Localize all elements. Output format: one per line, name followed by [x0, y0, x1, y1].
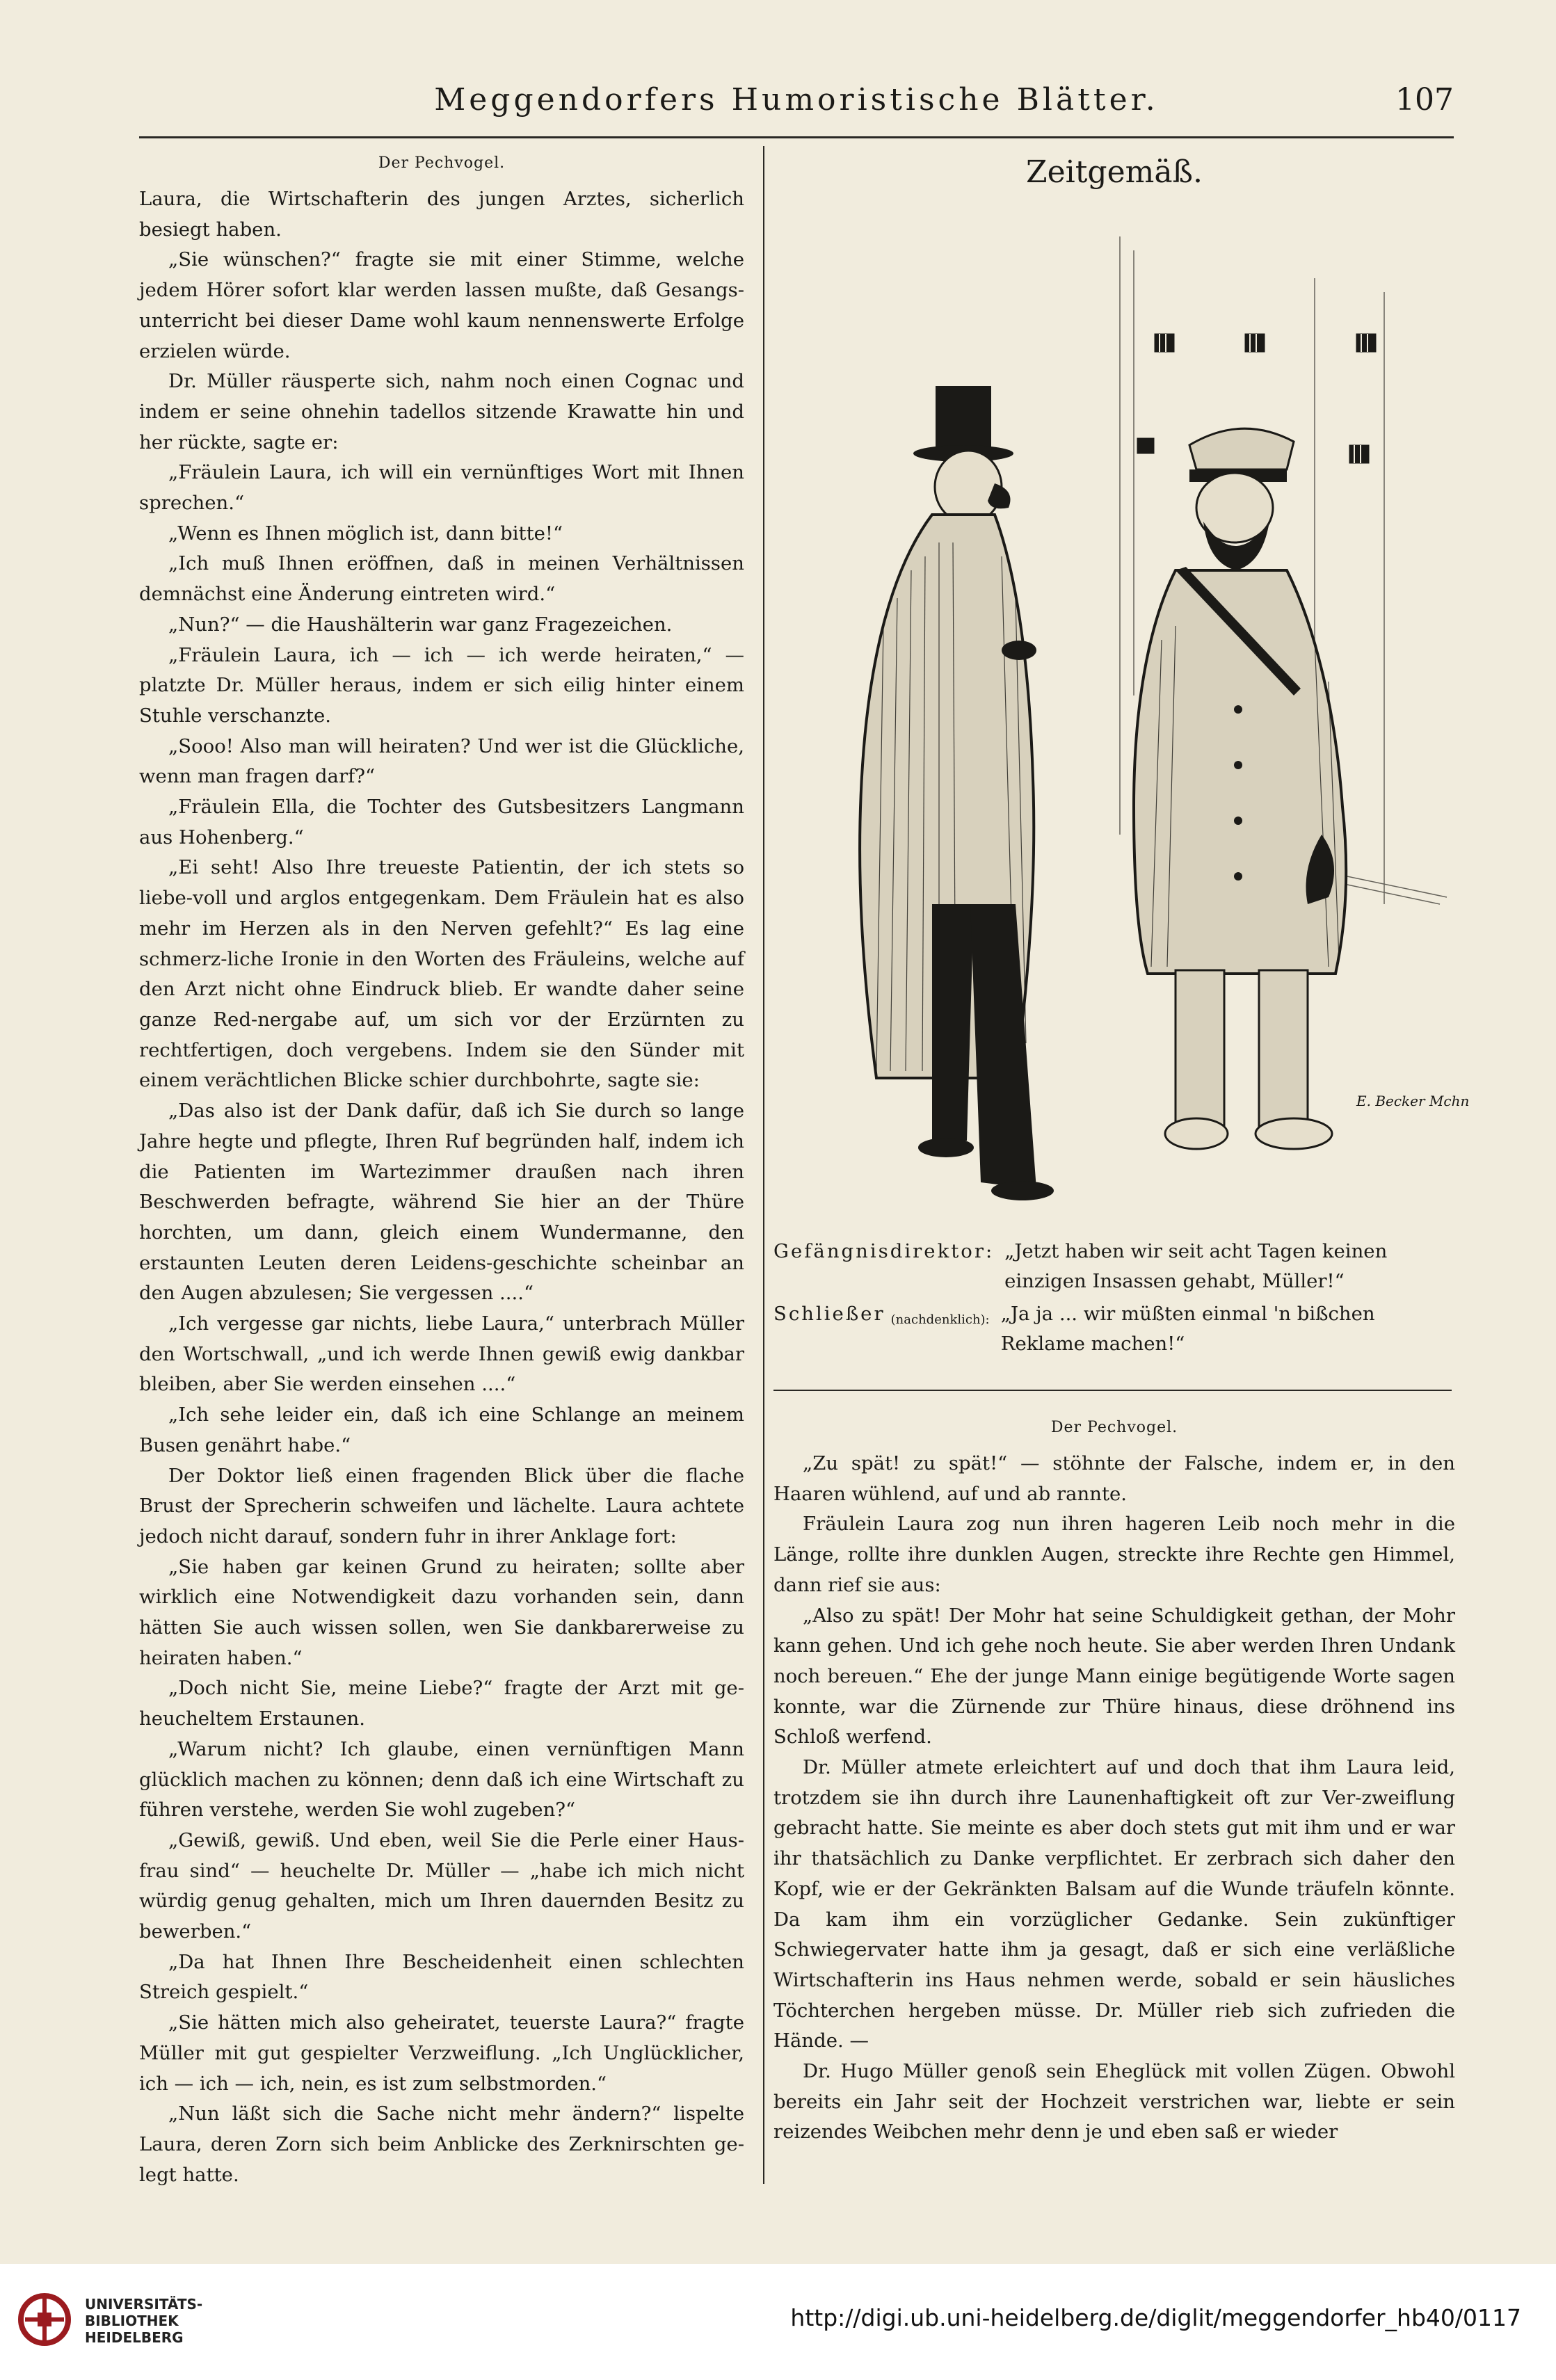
right-paragraphs	[773, 1449, 1455, 2148]
right-column	[773, 1419, 1455, 2148]
cartoon-illustration	[786, 209, 1470, 1203]
source-url[interactable]: http://digi.ub.uni-heidelberg.de/diglit/meggendorfer_hb40/0117	[790, 2304, 1521, 2331]
paragraph: „Das also ist der Dank dafür, daß ich Sie durch so lange Jahre hegte und pflegte, Ihren Ruf begründen half, indem ich die Patienten im Wartezimmer draußen nach ihren Beschwerden befragte, während Sie hier an der Thüre horchten, um dann, gleich einem Wundermanne, den erstaunten Leuten deren Leidens-geschichte scheinbar an den Augen abzulesen; Sie vergessen ....“	[139, 1100, 744, 1305]
header-rule	[139, 136, 1454, 138]
left-column	[139, 154, 744, 2190]
caption-text-jailer: „Ja ja ... wir müßten einmal 'n bißchen Reklame machen!“	[1000, 1303, 1375, 1355]
library-footer	[0, 2264, 1556, 2380]
cartoon-title: Zeitgemäß.	[1026, 154, 1203, 190]
paragraph: Fräulein Laura zog nun ihren hageren Leib noch mehr in die Länge, rollte ihre dunklen Augen, streckte ihre Rechte gen Himmel, dann rief sie aus:	[773, 1513, 1455, 1596]
artist-signature: E. Becker Mchn	[1356, 1093, 1470, 1109]
paragraph: „Ei seht! Also Ihre treueste Patientin, der ich stets so liebe-voll und arglos entgegenkam. Dem Fräulein hat es also mehr im Herzen als in den Nerven gefehlt?“ Es lag eine schmerz-liche Ironie in den Worten des Fräuleins, welche auf den Arzt nicht ohne Eindruck blieb. Er wandte daher seine ganze Red-nergabe auf, um sich vor der Erzürnten zu rechtfertigen, doch vergebens. Indem sie den Sünder mit einem verächtlichen Blicke schier durchbohrte, sagte sie:	[139, 856, 744, 1092]
paragraph: „Ich muß Ihnen eröffnen, daß in meinen Verhältnissen demnächst eine Änderung eintreten wird.“	[139, 552, 744, 606]
paragraph: „Warum nicht? Ich glaube, einen vernünftigen Mann glücklich machen zu können; denn daß ich eine Wirtschaft zu führen verstehe, werden Sie wohl zugeben?“	[139, 1737, 744, 1822]
cartoon-caption	[773, 1237, 1455, 1359]
page-number: 107	[1395, 82, 1454, 118]
paragraph: „Gewiß, gewiß. Und eben, weil Sie die Perle einer Haus-frau sind“ — heuchelte Dr. Müller — „habe ich mich nicht würdig genug gehalten, mich um Ihren dauernden Besitz zu bewerben.“	[139, 1828, 744, 1943]
paragraph: „Sie wünschen?“ fragte sie mit einer Stimme, welche jedem Hörer sofort klar werden lassen mußte, daß Gesangs-unterricht bei dieser Dame wohl kaum nennenswerte Erfolge erzielen würde.	[139, 248, 744, 362]
section-label-right: Der Pechvogel.	[1050, 1419, 1178, 1436]
paragraph: Der Doktor ließ einen fragenden Blick über die flache Brust der Sprecherin schweifen und lächelte. Laura achtete jedoch nicht darauf, sondern fuhr in ihrer Anklage fort:	[139, 1464, 744, 1547]
page-header	[139, 82, 1454, 131]
paragraph: „Ich sehe leider ein, daß ich eine Schlange an meinem Busen genährt habe.“	[139, 1404, 744, 1456]
caption-text-director: „Jetzt haben wir seit acht Tagen keinen einzigen Insassen gehabt, Müller!“	[1004, 1240, 1388, 1292]
logo-line-3: HEIDELBERG	[85, 2329, 184, 2346]
section-label: Der Pechvogel.	[378, 154, 506, 172]
caption-speaker-director: Gefängnisdirektor:	[773, 1240, 995, 1262]
paragraph: „Fräulein Laura, ich — ich — ich werde heiraten,“ — platzte Dr. Müller heraus, indem er sich eilig hinter einem Stuhle verschanzte.	[139, 643, 744, 727]
paragraph: „Sie hätten mich also geheiratet, teuerste Laura?“ fragte Müller mit gut gespielter Verzweiflung. „Ich Unglücklicher, ich — ich — ich, nein, es ist zum selbstmorden.“	[139, 2011, 744, 2095]
caption-note-jailer: (nachdenklich):	[890, 1312, 990, 1327]
paragraph: Dr. Müller räusperte sich, nahm noch einen Cognac und indem er seine ohnehin tadellos sitzende Krawatte hin und her rückte, sagte er:	[139, 370, 744, 453]
paragraph: „Ich vergesse gar nichts, liebe Laura,“ unterbrach Müller den Wortschwall, „und ich werde Ihnen gewiß ewig dankbar bleiben, aber Sie werden einsehen ....“	[139, 1312, 744, 1396]
paragraph: „Nun?“ — die Haushälterin war ganz Fragezeichen.	[168, 613, 673, 636]
logo-line-2: BIBLIOTHEK	[85, 2313, 179, 2329]
paragraph: „Zu spät! zu spät!“ — stöhnte der Falsche, indem er, in den Haaren wühlend, auf und ab rannte.	[773, 1452, 1455, 1505]
logo-line-1: UNIVERSITÄTS-	[85, 2296, 203, 2313]
column-divider	[763, 146, 764, 2184]
paragraph: „Sooo! Also man will heiraten? Und wer ist die Glückliche, wenn man fragen darf?“	[139, 734, 744, 788]
logo-text	[85, 2296, 202, 2346]
paragraph: Dr. Hugo Müller genoß sein Eheglück mit vollen Zügen. Obwohl bereits ein Jahr seit der Hochzeit verstrichen war, liebte er sein reizendes Weibchen mehr denn je und eben saß er wieder	[773, 2060, 1455, 2144]
paragraph: „Sie haben gar keinen Grund zu heiraten; sollte aber wirklich eine Notwendigkeit dazu vorhanden sein, dann hätten Sie auch wissen sollen, wen Sie dankbarerweise zu heiraten haben.“	[139, 1555, 744, 1669]
caption-rule	[773, 1390, 1452, 1391]
paragraph: „Also zu spät! Der Mohr hat seine Schuldigkeit gethan, der Mohr kann gehen. Und ich gehe noch heute. Sie aber werden Ihren Undank noch bereuen.“ Ehe der junge Mann einige begütigende Worte sagen konnte, war die Zürnende zur Thüre hinaus, diese dröhnend ins Schloß werfend.	[773, 1604, 1455, 1748]
publication-title: Meggendorfers Humoristische Blätter.	[434, 82, 1159, 118]
left-paragraphs	[139, 184, 744, 2190]
paragraph: „Fräulein Ella, die Tochter des Gutsbesitzers Langmann aus Hohenberg.“	[139, 796, 744, 849]
paragraph: „Da hat Ihnen Ihre Bescheidenheit einen schlechten Streich gespielt.“	[139, 1950, 744, 2004]
paragraph: „Wenn es Ihnen möglich ist, dann bitte!“	[168, 522, 563, 545]
caption-speaker-jailer: Schließer	[773, 1303, 885, 1325]
paragraph: Dr. Müller atmete erleichtert auf und doch that ihm Laura leid, trotzdem sie ihn durch ihre Launenhaftigkeit oft zur Ver-zweiflung gebracht hatte. Sie meinte es aber doch stets gut mit ihm und er war ihr thatsächlich zu Danke verpflichtet. Er zerbrach sich daher den Kopf, wie er der Gekränkten Balsam auf die Wunde träufeln könnte. Da kam ihm ein vorzüglicher Gedanke. Sein zukünftiger Schwiegervater hatte ihm ja gesagt, daß er sich eine verläßliche Wirtschafterin ins Haus nehmen werde, sobald er sein häusliches Töchterchen hergeben müsse. Dr. Müller rieb sich zufrieden die Hände. —	[773, 1756, 1455, 2052]
director-figure	[860, 386, 1054, 1200]
paragraph: Laura, die Wirtschafterin des jungen Arztes, sicherlich besiegt haben.	[139, 188, 744, 241]
paragraph: „Doch nicht Sie, meine Liebe?“ fragte der Arzt mit ge-heucheltem Erstaunen.	[139, 1677, 744, 1730]
paragraph: „Fräulein Laura, ich will ein vernünftiges Wort mit Ihnen sprechen.“	[139, 461, 744, 515]
paragraph: „Nun läßt sich die Sache nicht mehr ändern?“ lispelte Laura, deren Zorn sich beim Anblicke des Zerknirschten ge-legt hatte.	[139, 2102, 744, 2186]
